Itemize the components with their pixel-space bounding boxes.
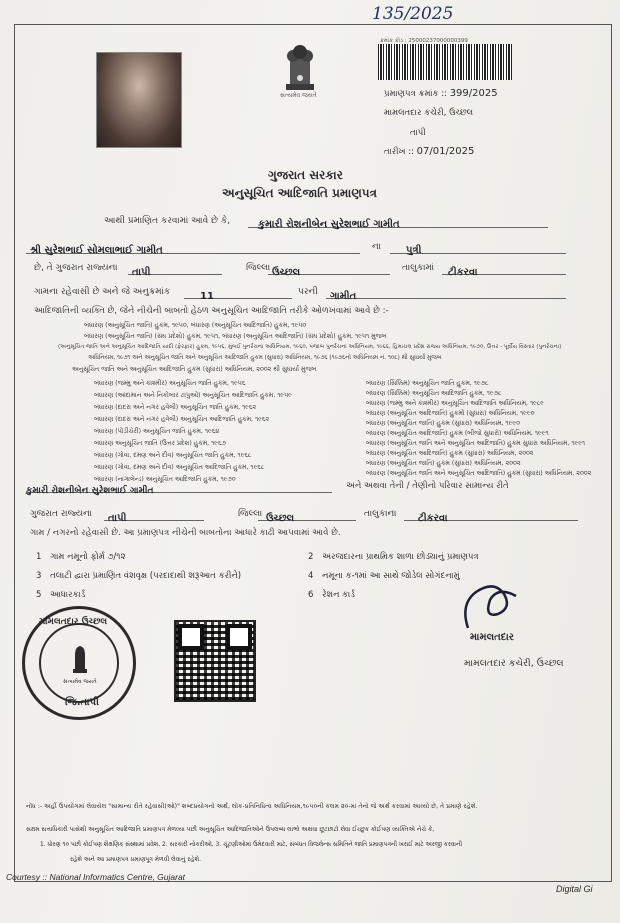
district-field xyxy=(128,260,222,278)
order-right-item: બંધારણ (અનુસૂચિત જાતિ) હુકમ (સુધારા) અધિનિયમ, ૨૦૦૨ xyxy=(366,460,521,467)
basis-item-text: આધારકાર્ડ xyxy=(50,590,86,600)
order-right-item: બંધારણ (સિક્કિમ) અનુસૂચિત આદિજાતિ હુકમ, ૧૯૭૮ xyxy=(366,390,502,397)
residence-name-field xyxy=(26,478,332,496)
caste: ગામીત xyxy=(330,291,357,302)
issue-date: 07/01/2025 xyxy=(416,146,475,157)
basis-item xyxy=(36,590,85,600)
relation: પુત્રી xyxy=(406,245,422,256)
basis-item-text: નમૂના ક-૧માં આ સાથે જોડેલ સોગંદનામું xyxy=(322,571,460,581)
residence-district-label: જિલ્લા xyxy=(238,509,263,519)
seal-emblem-icon xyxy=(65,641,95,677)
official-seal xyxy=(22,606,136,720)
basis-item-text: રેશન કાર્ડ xyxy=(322,590,355,600)
residence-village: ટીકરવા xyxy=(418,513,448,524)
date-row xyxy=(384,146,474,157)
state-prefix: છે, તે ગુજરાત રાજ્યના xyxy=(34,263,118,273)
village-field xyxy=(442,260,566,278)
applicant-photo xyxy=(96,52,182,148)
basis-item xyxy=(308,552,479,562)
date-label: તારીખ :: xyxy=(384,147,414,157)
village-line-prefix: ગામના રહેવાસી છે અને જે અનુક્રમાંક xyxy=(34,287,171,297)
residence-state-prefix: ગુજરાત રાજ્યના xyxy=(30,509,93,519)
residence-district: તાપી xyxy=(108,513,127,524)
signature-mark xyxy=(454,578,534,638)
basis-item-text: ગામ નમૂનો ફોર્મ ૭/૧૨ xyxy=(50,552,126,562)
order-right-item: બંધારણ (અનુસૂચિત આદિજાતિ) હુકમ (બીજો સુધારો) અધિનિયમ, ૧૯૯૧ xyxy=(366,430,549,437)
seal-bottom-text: જિ.તાપી xyxy=(65,697,99,708)
order-line: બંધારણ (અનુસૂચિત જાતિ) (સંઘ પ્રદેશો) હુકમ, ૧૯૫૧, બંધારણ (અનુસૂચિત આદિજાતિ) (સંઘ પ્રદેશો) હુકમ, ૧૯૫૧ મુજબ xyxy=(84,333,387,340)
order-right-item: બંધારણ (અનુસૂચિત આદિજાતિ) હુકમ (સુધારા) અધિનિયમ, ૨૦૦૨ xyxy=(366,450,534,457)
basis-item-number: 4 xyxy=(308,571,314,581)
footer-courtesy: Courtesy :: National Informatics Centre, Gujarat xyxy=(6,872,186,882)
order-left-item: બંધારણ (પોંડીચેરી) અનુસૂચિત જાતિ હુકમ, ૧૯૬૪ xyxy=(94,428,220,435)
basis-item-text: તલાટી દ્વારા પ્રમાણિત વંશવૃક્ષ (પરદાદાથી શરૂઆત કરીને) xyxy=(50,571,242,581)
barcode-code: ક્રમાંક કોડ : 25000237000000399 xyxy=(380,38,468,44)
basis-item-number: 5 xyxy=(36,590,42,600)
cert-number-label: પ્રમાણપત્ર ક્રમાંક :: xyxy=(384,89,447,99)
order-line: અનુસૂચિત જાતિ અને અનુસૂચિત આદિજાતિ હુકમ (સુધારા) અધિનિયમ, ૨૦૦૨ થી સુધાર્યા મુજબ xyxy=(72,366,317,373)
order-line: અધિનિયમ, ૧૯૭૧ અને અનુસૂચિત જાતિ અને અનુસૂચિત આદિજાતિ હુકમ (સુધારા) અધિનિયમ, ૧૯૭૬ (૧૯૭૬નો અધિનિયમ નં. ૧૦૮) થી સુધાર્યા મુજબ xyxy=(88,355,442,361)
seal-top-text: મામલતદાર ઉચ્છલ xyxy=(39,617,108,627)
issuing-office: મામલતદાર કચેરી, ઉચ્છલ xyxy=(384,108,474,118)
order-left-item: બંધારણ (દાદરા અને નગર હવેલી) અનુસૂચિત જાતિ હુકમ, ૧૯૬૨ xyxy=(94,404,257,411)
residence-name: કુમારી રોશનીબેન સુરેશભાઈ ગામીત xyxy=(26,486,154,496)
basis-item-number: 6 xyxy=(308,590,314,600)
signature-title: મામલતદાર xyxy=(470,632,514,643)
residence-taluka-field xyxy=(258,506,356,524)
emblem-motto: સત્યમેવ જયતે xyxy=(280,92,317,99)
residence-taluka: ઉચ્છલ xyxy=(266,513,295,524)
father-name: શ્રી સુરેશભાઈ સોમલાભાઈ ગામીત xyxy=(30,245,163,256)
seal-emblem-text: સત્યમેવ જયતે xyxy=(63,679,97,685)
basis-item xyxy=(36,571,241,581)
order-right-item: બંધારણ (અનુસૂચિત જાતિ અને અનુસૂચિત આદિજાતિ) હુકમ (સુધારા) અધિનિયમ, ૨૦૦૨ xyxy=(366,470,592,477)
title-certificate: અનુસૂચિત આદિજાતિ પ્રમાણપત્ર xyxy=(222,186,377,200)
order-left-item: બંધારણ (દાદરા અને નગર હવેલી) અનુસૂચિત આદિજાતિ હુકમ, ૧૯૬૨ xyxy=(94,416,270,423)
serial-number: 11 xyxy=(200,291,214,302)
title-government: ગુજરાત સરકાર xyxy=(268,168,343,182)
taluka-field xyxy=(268,260,390,278)
taluka-value: ઉચ્છલ xyxy=(272,267,301,278)
taluka-label: તાલુકામાં xyxy=(402,263,435,273)
cert-number: 399/2025 xyxy=(449,88,498,99)
order-right-item: બંધારણ (જમ્મુ અને કાશ્મીર) અનુસૂચિત આદિજાતિ અધિનિયમ, ૧૯૮૯ xyxy=(366,400,545,407)
qr-code xyxy=(174,620,256,702)
family-text: અને અથવા તેની / તેણીનો પરિવાર સામાન્ય રીતે xyxy=(346,481,509,491)
basis-item-text: અરજદારના પ્રાથમિક શાળા છોડ્યાનું પ્રમાણપત્ર xyxy=(322,552,479,562)
applicant-name: કુમારી રોશનીબેન સુરેશભાઈ ગામીત xyxy=(258,219,400,230)
footer-digital: Digital Gi xyxy=(556,884,593,894)
district-value: તાપી xyxy=(132,267,151,278)
serial-field xyxy=(184,284,292,302)
applicant-name-field xyxy=(248,212,548,228)
order-right-item: બંધારણ (સિક્કિમ) અનુસૂચિત જાતિ હુકમ, ૧૯૭૮ xyxy=(366,380,489,387)
father-name-field xyxy=(26,238,360,254)
order-left-item: બંધારણ (નાગાલેન્ડ) અનુસૂચિત આદિજાતિ હુકમ, ૧૯૭૦ xyxy=(94,476,236,483)
residence-taluka-label: તાલુકાના xyxy=(364,509,397,519)
issuing-district: તાપી xyxy=(410,128,426,138)
order-left-item: બંધારણ અનુસૂચિત જાતિ (ઉત્તર પ્રદેશ) હુકમ, ૧૯૬૭ xyxy=(94,440,226,447)
basis-item-number: 2 xyxy=(308,552,314,562)
relation-field xyxy=(390,238,566,254)
note-3: 1. ધોરણ ૧૦ પછી કોઈપણ શૈક્ષણિક સંસ્થામાં પ્રવેશ, 2. સરકારી નોકરીઓ, 3. ચૂંટણીઓમાં ઉમેદવારી માટે, સંબંધત વિજલેન્સ સમિતિને જાતિ પ્રમાણપત્રની ખરાઈ માટે અરજી કરવાની xyxy=(40,842,463,848)
basis-item-number: 1 xyxy=(36,552,42,562)
order-left-item: બંધારણ (ગોવા, દમણ અને દીવ) અનુસૂચિત આદિજાતિ હુકમ, ૧૯૬૮ xyxy=(94,464,265,471)
residence-district-field xyxy=(104,506,204,524)
caste-label: પરની xyxy=(298,287,318,297)
order-right-item: બંધારણ (અનુસૂચિત જાતિ અને અનુસૂચિત આદિજાતિ) હુકમ સુધારા અધિનિયમ, ૧૯૯૧ xyxy=(366,440,586,447)
of-label: ના xyxy=(372,242,381,252)
basis-text: ગામ / નગરનો રહેવાસી છે. આ પ્રમાણપત્ર નીચેની બાબતોના આધારે કાઢી આપવામાં આવે છે. xyxy=(30,528,341,538)
barcode xyxy=(378,44,512,80)
village-value: ટીકરવા xyxy=(448,267,478,278)
handwritten-register-number: 135/2025 xyxy=(372,4,454,24)
order-line: બંધારણ (અનુસૂચિત જાતિ) હુકમ, ૧૯૫૦, બંધારણ (અનુસૂચિત આદિજાતિ) હુકમ, ૧૯૫૦ xyxy=(84,322,307,329)
signature-office: મામલતદાર કચેરી, ઉચ્છલ xyxy=(464,658,564,669)
order-left-item: બંધારણ (આંદામાન અને નિકોબાર ટાપુઓ) અનુસૂચિત આદિજાતિ હુકમ, ૧૯૫૯ xyxy=(94,392,292,399)
note-1: નોંધ :- અહીં ઉપયોગમાં લેવાયેલ "સામાન્ય રીતે રહેવાસી(ઓ)" શબ્દપ્રયોગનો અર્થ, લોક-પ્રતિનિધિત્વ અધિનિયમ,૧૯૫૦ની કલમ ૨૦-માં તેનો જે અર્થ કરવામાં આવ્યો છે, તે પ્રમાણે રહેશે. xyxy=(26,803,478,810)
note-4: રહેશે અને આ પ્રમાણપત્ર પ્રમાણપૂત્ર મેળવી લેવાનું રહેશે. xyxy=(70,856,202,863)
basis-item xyxy=(308,590,355,600)
note-2: સક્ષમ સત્તાધિકારી પાસેથી અનુસૂચિત આદિજાતિ પ્રમાણપત્ર મેળવ્યા પછી અનુસૂચિત આદિજાતિઓને ઉપલબ્ધ લાભો અથવા છૂટછાટો લેવા ઈચ્છુક કોઈપણ વ્યક્તિએ નેચે કે, xyxy=(26,826,435,833)
order-left-item: બંધારણ (જમ્મુ અને કાશ્મીર) અનુસૂચિત જાતિ હુકમ, ૧૯૫૬ xyxy=(94,380,246,387)
basis-item xyxy=(36,552,125,562)
order-left-item: બંધારણ (ગોવા, દમણ અને દીવ) અનુસૂચિત જાતિ હુકમ, ૧૯૬૮ xyxy=(94,452,252,459)
order-line: (અનુસૂચિત જાતિ અને અનુસૂચિત આદિજાતિ યાદી (ફેરફાર) હુકમ, ૧૯૫૬, મુંબઈ પુનર્રચના અધિનિયમ, ૧૯૬૦, પંજાબ પુનર્રચના અધિનિયમ, ૧૯૬૬, હિમાચલ પ્રદેશ રાજ્ય અધિનિયમ, ૧૯૭૦, ઉત્તર - પૂર્વીય વિસ્તાર (પુનર્રચના) xyxy=(58,344,562,350)
order-right-item: બંધારણ (અનુસૂચિત જાતિ) હુકમ (સુધારા) અધિનિયમ, ૧૯૯૦ xyxy=(366,420,520,427)
basis-item xyxy=(308,571,460,581)
residence-village-field xyxy=(404,506,578,524)
district-label: જિલ્લા xyxy=(246,263,271,273)
certify-text: આથી પ્રમાણિત કરવામાં આવે છે કે, xyxy=(104,216,231,226)
cert-number-row xyxy=(384,88,498,99)
caste-field xyxy=(326,284,566,302)
basis-item-number: 3 xyxy=(36,571,42,581)
order-right-item: બંધારણ (અનુસૂચિત આદિજાતિ) હુકમો (સુધારા) અધિનિયમ, ૧૯૯૦ xyxy=(366,410,535,417)
tribe-text: આદિજાતિની વ્યક્તિ છે, જેને નીચેની બાબતો હેઠળ અનુસૂચિત આદિજાતિ તરીકે ઓળખવામાં આવે છે :- xyxy=(34,306,389,316)
